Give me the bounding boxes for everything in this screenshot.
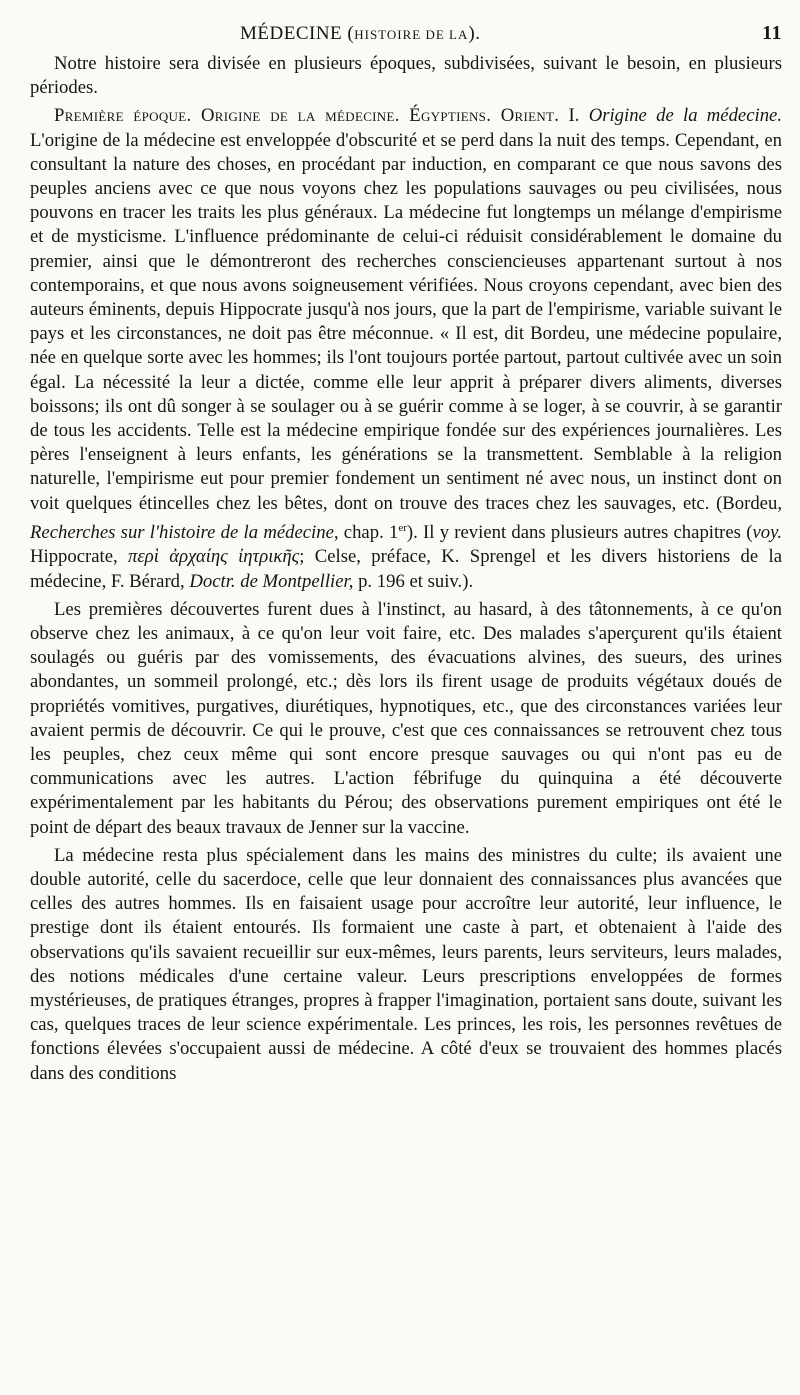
paragraph-origin [30, 104, 782, 593]
paragraph-discoveries: Les premières découvertes furent dues à l'instinct, au hasard, à des tâtonnements, à ce qu'on observe chez les animaux, à ce qu'on leur voit faire, etc. Des malades s'aperçurent qu'ils étaient soulagés ou guéris par des vomissements, des évacuations alvines, des sueurs, des urines abondantes, un sommeil prolongé, etc.; dès lors ils firent usage de produits végétaux doués de propriétés vomitives, purgatives, diurétiques, hypnotiques, etc., que des circonstances variées leur avaient permis de découvrir. Ce qui le prouve, c'est que ces connaissances se retrouvent chez tous les peuples, chez ceux même qui sont encore presque sauvages ou qui n'ont pas eu de communications avec les autres. L'action fébrifuge du quinquina a été découverte expérimentalement par les habitants du Pérou; des observations purement empiriques ont été le point de départ des beaux travaux de Jenner sur la vaccine. [30, 598, 782, 838]
running-title-sub: HISTOIRE DE LA [354, 27, 469, 42]
page-body [30, 52, 782, 1086]
voy-abbrev: voy. [752, 522, 783, 544]
paragraph-origin-text-e: ; Celse, préface, K. Sprengel et les divers historiens de la médecine, F. Bérard, [30, 546, 782, 592]
paragraph-origin-text-b: chap. 1 [343, 522, 399, 544]
section-title: Origine de la médecine. [588, 105, 783, 127]
paragraph-priests: La médecine resta plus spécialement dans les mains des ministres du culte; ils avaient une double autorité, celle du sacerdoce, celle que leur donnaient des connaissances plus avancées que celles des autres hommes. Ils en faisaient usage pour accroître leur autorité, leur influence, le prestige dont ils étaient entourés. Ils formaient une caste à part, et obtenaient à l'aide des observations qu'ils savaient recueillir sur eux-mêmes, leurs parents, leurs serviteurs, leurs malades, des notions médicales d'une certaine valeur. Leurs prescriptions enveloppées de formes mystérieuses, de pratiques étranges, propres à frapper l'imagination, portaient sans doute, suivant les cas, quelques traces de leur science expérimentale. Les princes, les rois, les personnes revêtues de fonctions élevées s'occupaient aussi de médecine. A côté d'eux se trouvaient des hommes placés dans des conditions [30, 844, 782, 1084]
running-title-end: ). [468, 23, 481, 44]
paragraph-origin-text-d: Hippocrate, [30, 546, 118, 568]
intro-paragraph: Notre histoire sera divisée en plusieurs époques, subdivisées, suivant le besoin, en plusieurs périodes. [30, 53, 782, 99]
paragraph-origin-text-c: ). Il y revient dans plusieurs autres chapitres ( [406, 522, 753, 544]
greek-title: περὶ ἀρχαίης ἰητρικῆς [128, 546, 300, 568]
paragraph-origin-text-a: L'origine de la médecine est enveloppée d'obscurité et se perd dans la nuit des temps. Cependant, en consultant la nature des choses, en procédant par induction, en comparant ce que nous savons des peuples anciens avec ce que nous voyons chez les populations sauvages ou peu civilisées, nous pouvons en tracer les traits les plus généraux. La médecine fut longtemps un mélange d'empirisme et de mysticisme. L'influence prédominante de celui-ci réduisit considérablement le domaine du premier, ainsi que le démontreront des recherches consciencieuses appartenant surtout à nos contemporains, et que nous avons soigneusement vérifiées. Nous croyons cependant, avec bien des auteurs éminents, depuis Hippocrate jusqu'à nos jours, que la part de l'empirisme, variable suivant le pays et les circonstances, ne doit pas être méconnue. « Il est, dit Bordeu, une médecine populaire, née en quelque sorte avec les hommes; ils l'ont toujours portée partout, partout cultivée avec un soin égal. La nécessité la leur a dictée, comme elle leur apprit à préparer divers aliments, diverses boissons; ils ont dû songer à se soulager ou à se guérir comme à se loger, à se couvrir, à se garantir de tous les accidents. Telle est la médecine empirique fondée sur des expériences journalières. Les pères l'enseignent à leurs enfants, les générations se la transmettent. Semblable à la religion naturelle, l'empirisme eut pour premier fondement un sentiment né avec nous, un instinct dont on voit quelques étincelles chez les bêtes, dont on trouve des traces chez les sauvages, etc. (Bordeu, [30, 129, 782, 514]
citation-title-berard: Doctr. de Montpellier, [189, 570, 354, 592]
paragraph-origin-text-f: p. 196 et suiv.). [358, 570, 474, 592]
running-title [240, 23, 762, 45]
superscript-er: er [398, 521, 407, 534]
page-number: 11 [762, 22, 782, 44]
running-header [30, 22, 782, 52]
section-number: I. [568, 105, 580, 127]
section-heading: Première époque. Origine de la médecine. Égyptiens. Orient. [54, 105, 560, 127]
book-page [30, 22, 782, 1090]
citation-title-bordeu: Recherches sur l'histoire de la médecine, [30, 522, 339, 544]
running-title-main: MÉDECINE ( [240, 23, 355, 44]
